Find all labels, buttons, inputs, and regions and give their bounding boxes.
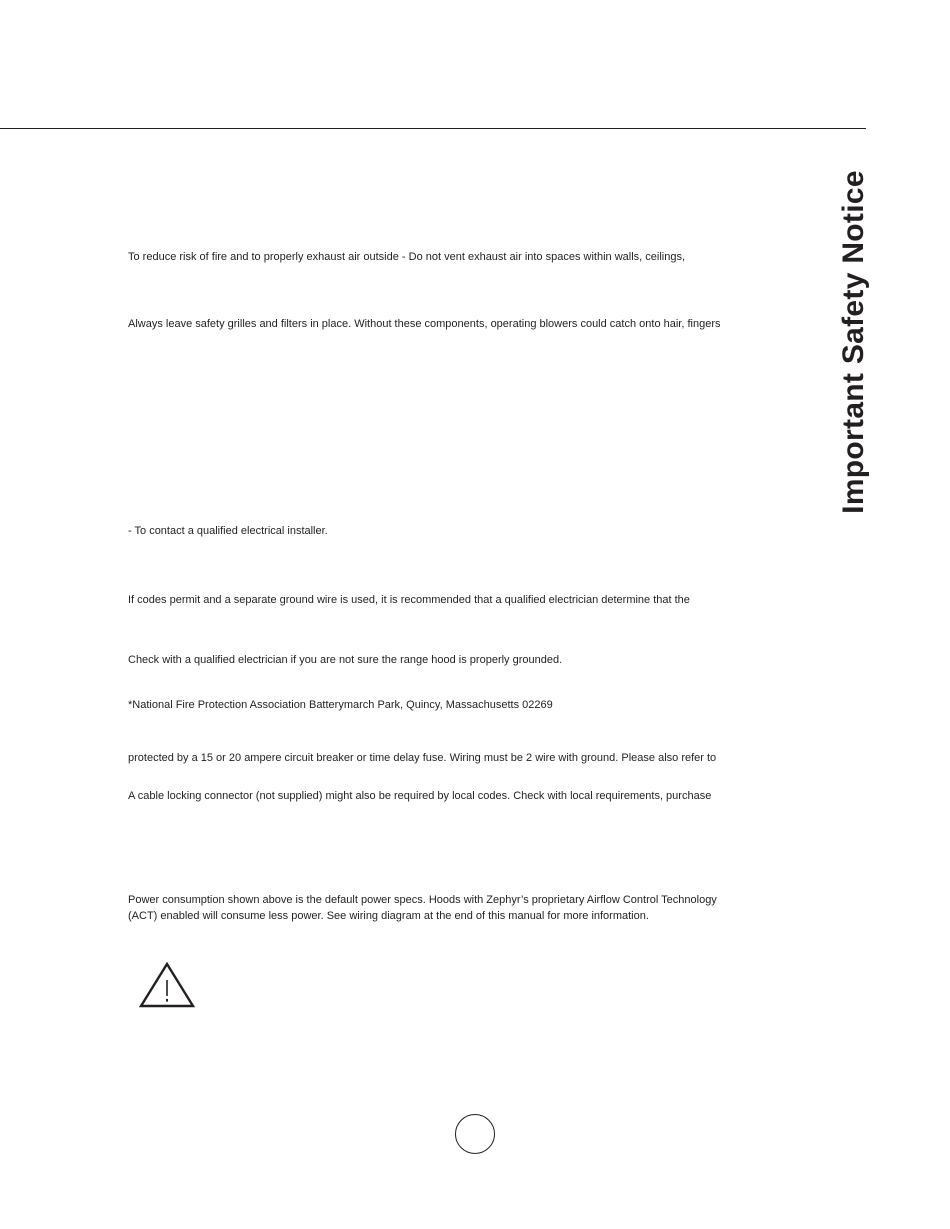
text-cable-connector: A cable locking connector (not supplied) might also be required by local codes. Check with local requirements, purchase (128, 790, 712, 802)
text-nfpa-address: *National Fire Protection Association Batterymarch Park, Quincy, Massachusetts 02269 (128, 699, 553, 711)
text-check-grounding: Check with a qualified electrician if you are not sure the range hood is properly grounded. (128, 654, 563, 666)
text-vent-warning: To reduce risk of fire and to properly exhaust air outside - Do not vent exhaust air into spaces within walls, ceilings, (128, 251, 685, 263)
page-number-circle (455, 1114, 495, 1154)
text-safety-grilles: Always leave safety grilles and filters in place. Without these components, operating blowers could catch onto hair, fingers (128, 318, 721, 330)
side-title: Important Safety Notice (837, 170, 870, 514)
header-rule (0, 128, 866, 129)
warning-triangle-icon (139, 962, 195, 1008)
text-power-consumption: Power consumption shown above is the default power specs. Hoods with Zephyr’s proprietary Airflow Control Technology (128, 894, 717, 906)
text-act-power: (ACT) enabled will consume less power. See wiring diagram at the end of this manual for more information. (128, 910, 649, 922)
text-ground-wire: If codes permit and a separate ground wire is used, it is recommended that a qualified electrician determine that the (128, 594, 690, 606)
text-circuit-breaker: protected by a 15 or 20 ampere circuit breaker or time delay fuse. Wiring must be 2 wire with ground. Please also refer to (128, 752, 717, 764)
text-contact-installer: - To contact a qualified electrical installer. (128, 525, 328, 537)
